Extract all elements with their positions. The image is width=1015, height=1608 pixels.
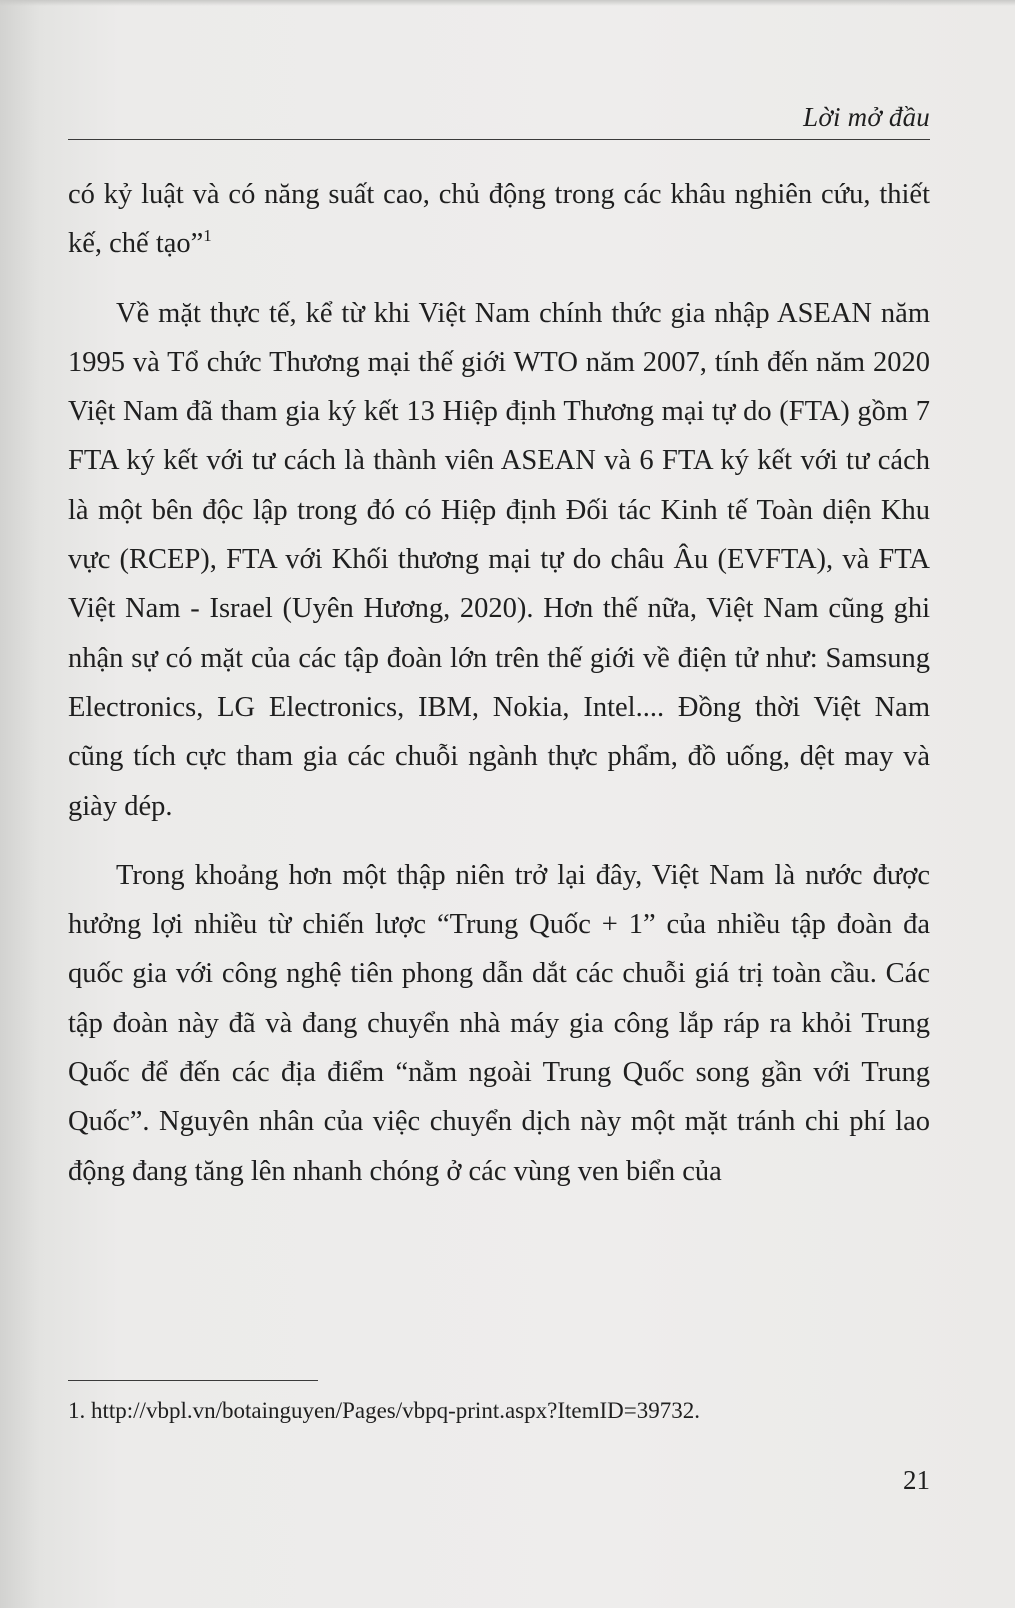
- page-number: 21: [903, 1465, 930, 1495]
- chapter-title: Lời mở đầu: [803, 102, 930, 132]
- paragraph-3: Trong khoảng hơn một thập niên trở lại đây, Việt Nam là nước được hưởng lợi nhiều từ chiến lược “Trung Quốc + 1” của nhiều tập đoàn đa quốc gia với công nghệ tiên phong dẫn dắt các chuỗi giá trị toàn cầu. Các tập đoàn này đã và đang chuyển nhà máy gia công lắp ráp ra khỏi Trung Quốc để đến các địa điểm “nằm ngoài Trung Quốc song gần với Trung Quốc”. Nguyên nhân của việc chuyển dịch này một mặt tránh chi phí lao động đang tăng lên nhanh chóng ở các vùng ven biển của: [68, 859, 930, 1187]
- paragraph-2: Về mặt thực tế, kể từ khi Việt Nam chính thức gia nhập ASEAN năm 1995 và Tổ chức Thương mại thế giới WTO năm 2007, tính đến năm 2020 Việt Nam đã tham gia ký kết 13 Hiệp định Thương mại tự do (FTA) gồm 7 FTA ký kết với tư cách là thành viên ASEAN và 6 FTA ký kết với tư cách là một bên độc lập trong đó có Hiệp định Đối tác Kinh tế Toàn diện Khu vực (RCEP), FTA với Khối thương mại tự do châu Âu (EVFTA), và FTA Việt Nam - Israel (Uyên Hương, 2020). Hơn thế nữa, Việt Nam cũng ghi nhận sự có mặt của các tập đoàn lớn trên thế giới về điện tử như: Samsung Electronics, LG Electronics, IBM, Nokia, Intel.... Đồng thời Việt Nam cũng tích cực tham gia các chuỗi ngành thực phẩm, đồ uống, dệt may và giày dép.: [68, 297, 930, 822]
- footnote: 1. http://vbpl.vn/botainguyen/Pages/vbpq-print.aspx?ItemID=39732.: [68, 1398, 700, 1423]
- paragraph-1-text: có kỷ luật và có năng suất cao, chủ động trong các khâu nghiên cứu, thiết kế, chế tạo”: [68, 179, 930, 260]
- paragraph-1: [68, 170, 930, 269]
- body-text: [68, 170, 930, 1196]
- footnote-rule: [68, 1380, 318, 1381]
- running-header: [68, 96, 930, 140]
- page-top-edge: [0, 0, 1015, 6]
- footnote-reference: 1: [203, 226, 212, 246]
- header-rule: [68, 139, 930, 140]
